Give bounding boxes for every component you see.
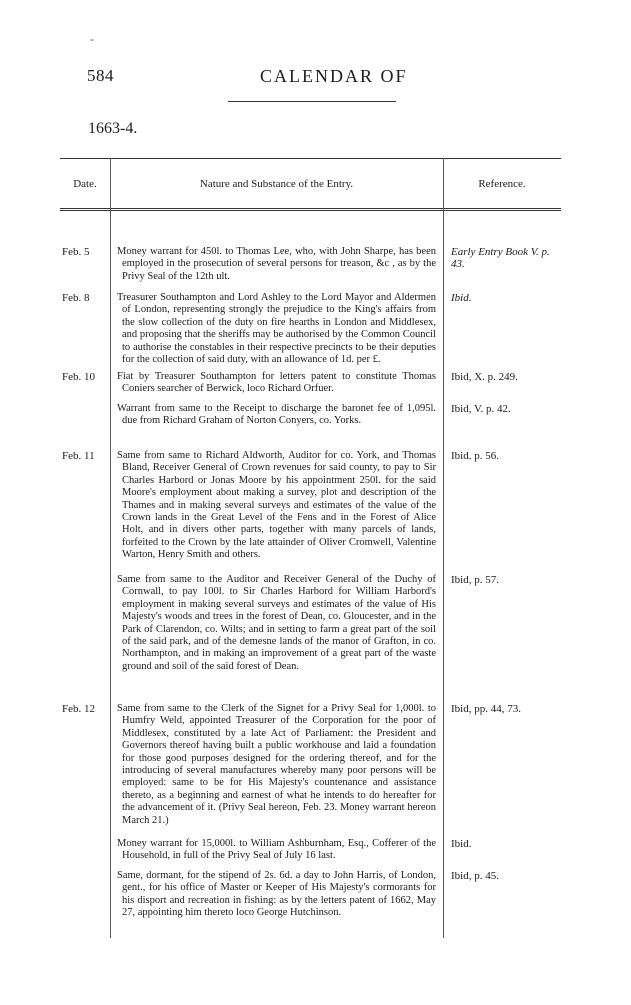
entry-text: Same from same to Richard Aldworth, Auditor for co. York, and Thomas Bland, Receiver General of Crown revenues for said county, to pay to Sir Charles Harbord or Jonas Moore by his appointment 250l. for the said Moore's employment about making a survey, plot and description of the Thames and in making several surveys and estimates of the value of the Crown lands in the Great Level of the Fens and in the Forest of Alice Holt, and in divers other parts, together with many parcels of lands, forfeited to the Crown by the late attainder of Oliver Cromwell, Valentine Warton, Henry Smith and others. — [117, 450, 436, 561]
entry-reference: Ibid, pp. 44, 73. — [451, 703, 521, 715]
entry-text: Treasurer Southampton and Lord Ashley to the Lord Mayor and Aldermen of London, representing strongly the prejudice to the King's affairs from the slow collection of the duty on fire hearths in London and Middlesex, and proposing that the sheriffs may be authorised by the Common Council to authorise the constables in their respective precincts to be their deputies for the collection of said duty, with an allowance of 1d. per £. — [117, 292, 436, 366]
entry-date: Feb. 12 — [62, 703, 95, 715]
page-header — [0, 66, 631, 88]
column-header-date: Date. — [73, 178, 97, 190]
entry-text: Money warrant for 15,000l. to William Ashburnham, Esq., Cofferer of the Household, in full of the Privy Seal of July 16 last. — [117, 838, 436, 862]
entry-reference: Ibid, V. p. 42. — [451, 403, 511, 415]
header-rule — [228, 101, 396, 102]
calendar-table — [60, 158, 561, 938]
stray-mark: - — [90, 32, 94, 46]
column-divider-reference — [443, 158, 444, 938]
entry-text: Money warrant for 450l. to Thomas Lee, who, with John Sharpe, has been employed in the prosecution of several persons for treason, &c , as by the Privy Seal of the 12th ult. — [117, 246, 436, 282]
entry-text: Warrant from same to the Receipt to discharge the baronet fee of 1,095l. due from Richard Graham of Norton Conyers, co. Yorks. — [117, 403, 436, 427]
entry-text: Same from same to the Clerk of the Signet for a Privy Seal for 1,000l. to Humfry Weld, appointed Treasurer of the Corporation for the poor of Middlesex, constituted by a late Act of Parliament: the President and Governors thereof having built a public workhouse and laid a foundation for those good purposes designed for the ordering thereof, and for the introducing of several manufactures whereby many poor persons will be employed: same to be for His Majesty's countenance and assistance thereto, as a beginning and earnest of what he intends to do hereafter for the advancement of it. (Privy Seal hereon, Feb. 23. Money warrant hereon March 21.) — [117, 703, 436, 826]
entry-reference: Ibid. — [451, 292, 472, 304]
column-header-reference: Reference. — [478, 178, 526, 190]
entry-text: Fiat by Treasurer Southampton for letters patent to constitute Thomas Coniers searcher of Berwick, loco Richard Orfuer. — [117, 371, 436, 395]
entry-date: Feb. 8 — [62, 292, 90, 304]
entry-reference: Ibid. p. 56. — [451, 450, 499, 462]
entry-date: Feb. 5 — [62, 246, 90, 258]
table-header-rule — [60, 208, 561, 211]
entry-reference: Ibid, p. 57. — [451, 574, 499, 586]
entry-reference: Early Entry Book V. p. 43. — [451, 246, 550, 271]
entry-date: Feb. 11 — [62, 450, 95, 462]
running-head: CALENDAR OF — [260, 66, 408, 86]
entry-date: Feb. 10 — [62, 371, 95, 383]
entry-reference: Ibid. — [451, 838, 472, 850]
column-header-nature: Nature and Substance of the Entry. — [199, 178, 354, 190]
entry-reference: Ibid, X. p. 249. — [451, 371, 518, 383]
table-top-rule — [60, 158, 561, 159]
entry-reference: Ibid, p. 45. — [451, 870, 499, 882]
entry-text: Same, dormant, for the stipend of 2s. 6d. a day to John Harris, of London, gent., for his office of Master or Keeper of His Majesty's cormorants for his disport and recreation in fishing: as by the letters patent of 1662, May 27, appointing him thereto loco George Hutchinson. — [117, 870, 436, 919]
year-heading: 1663-4. — [88, 120, 138, 137]
page-number: 584 — [87, 66, 114, 85]
column-divider-date — [110, 158, 111, 938]
entry-text: Same from same to the Auditor and Receiver General of the Duchy of Cornwall, to pay 100l. to Sir Charles Harbord for William Harbord's employment in making several surveys and estimates of the value of His Majesty's woods and trees in the forest of Dean, co. Gloucester, and in the Park of Clarendon, co. Wilts; and in setting to farm a great part of the soil of the said park, and of the demesne lands of the manor of Grafton, in co. Northampton, and in making an improvement of a great part of the waste ground and soil of the said forest of Dean. — [117, 574, 436, 672]
